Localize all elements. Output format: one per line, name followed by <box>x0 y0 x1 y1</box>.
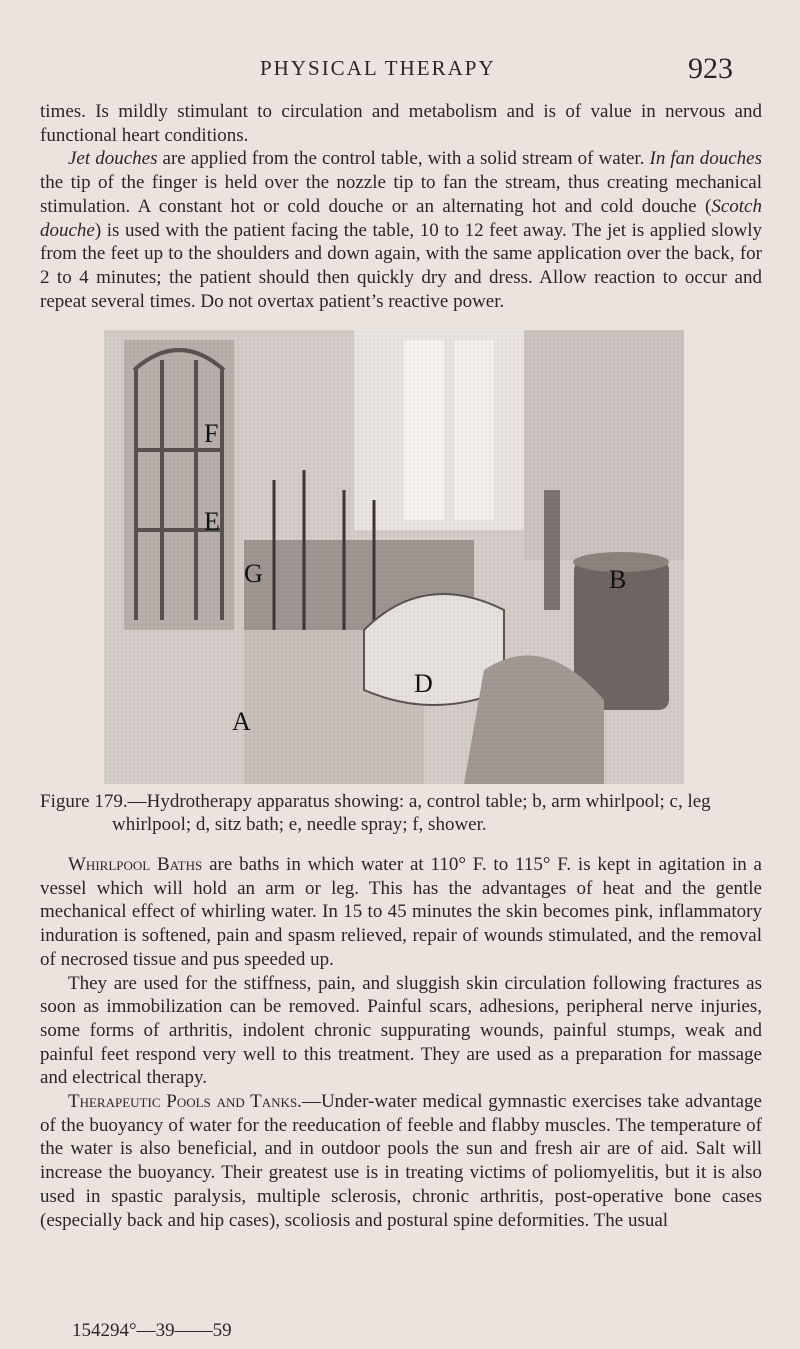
page-number: 923 <box>688 52 733 85</box>
paragraph-therapeutic-pools <box>40 1090 762 1232</box>
page-header <box>0 52 800 85</box>
figure-label-a: A <box>232 707 251 736</box>
printer-signature: 154294°—39——59 <box>72 1320 232 1341</box>
term-jet-douches: Jet douches <box>68 148 158 170</box>
heading-therapeutic-pools: Therapeutic Pools and Tanks. <box>68 1091 302 1113</box>
paragraph-text: are applied from the control table, with a solid stream of water. <box>157 148 650 170</box>
paragraph-text: —Under-water medical gymnastic exercises take advantage of the buoyancy of water for the reeducation of feeble and flabby muscles. The temperature of the water is also beneficial, and in outdoor pools the sun and fresh air are of aid. Salt will increase the buoyancy. Their greatest use is in treating victims of poliomyelitis, but it is also used in spastic paralysis, multiple sclerosis, chronic arthritis, post-operative bone cases (especially back and hip cases), scoliosis and postural spine deformities. The usual <box>40 1091 762 1231</box>
figure-label-e: E <box>204 507 220 536</box>
figure-label-g: G <box>244 559 263 588</box>
caption-line-1: Figure 179.—Hydrotherapy apparatus showing: a, control table; b, arm whirlpool; c, leg <box>40 791 711 812</box>
paragraph-uses: They are used for the stiffness, pain, and sluggish skin circulation following fractures as soon as immobilization can be removed. Painful scars, adhesions, peripheral nerve injuries, some forms of arthritis, indolent chronic suppurating wounds, painful stumps, weak and painful feet respond very well to this treatment. They are used as a preparation for massage and electrical therapy. <box>40 972 762 1089</box>
paragraph-text: ) is used with the patient facing the table, 10 to 12 feet away. The jet is applied slowly from the feet up to the shoulders and down again, with the same application over the back, for 2 to 4 minutes; the patient should then quickly dry and dress. Allow reaction to occur and repeat several times. Do not overtax patient’s reactive power. <box>40 219 762 312</box>
caption-line-2: whirlpool; d, sitz bath; e, needle spray; f, shower. <box>112 814 487 835</box>
heading-whirlpool-baths: Whirlpool Baths <box>68 854 203 875</box>
term-scotch-douche: Scotch douche <box>40 195 762 241</box>
figure-label-b: B <box>609 565 627 594</box>
figure-caption <box>40 790 762 836</box>
paragraph-text: the tip of the finger is held over the nozzle tip to fan the stream, thus creating mechanical stimulation. A constant hot or cold douche or an alternating hot and cold douche ( <box>40 172 762 217</box>
term-fan-douches: In fan douches <box>649 148 762 170</box>
hydrotherapy-photograph <box>104 330 684 784</box>
figure-label-d: D <box>414 669 433 698</box>
figure-label-f: F <box>204 419 219 448</box>
photo-illustration <box>104 330 684 784</box>
running-head: PHYSICAL THERAPY <box>260 56 496 80</box>
bottom-text-block <box>40 853 762 1232</box>
paragraph-whirlpool-baths <box>40 853 762 972</box>
paragraph-continued: times. Is mildly stimulant to circulation and metabolism and is of value in nervous and functional heart conditions. <box>40 101 762 146</box>
paragraph-jet-douches <box>40 147 762 313</box>
top-text-block <box>40 100 762 313</box>
paragraph-text: are baths in which water at 110° F. to 115° F. is kept in agitation in a vessel which will hold an arm or leg. This has the advantages of heat and the gentle mechanical effect of whirling water. In 15 to 45 minutes the skin becomes pink, inflammatory induration is softened, pain and spasm relieved, repair of wounds stimulated, and the removal of necrosed tissue and pus speeded up. <box>40 854 762 970</box>
